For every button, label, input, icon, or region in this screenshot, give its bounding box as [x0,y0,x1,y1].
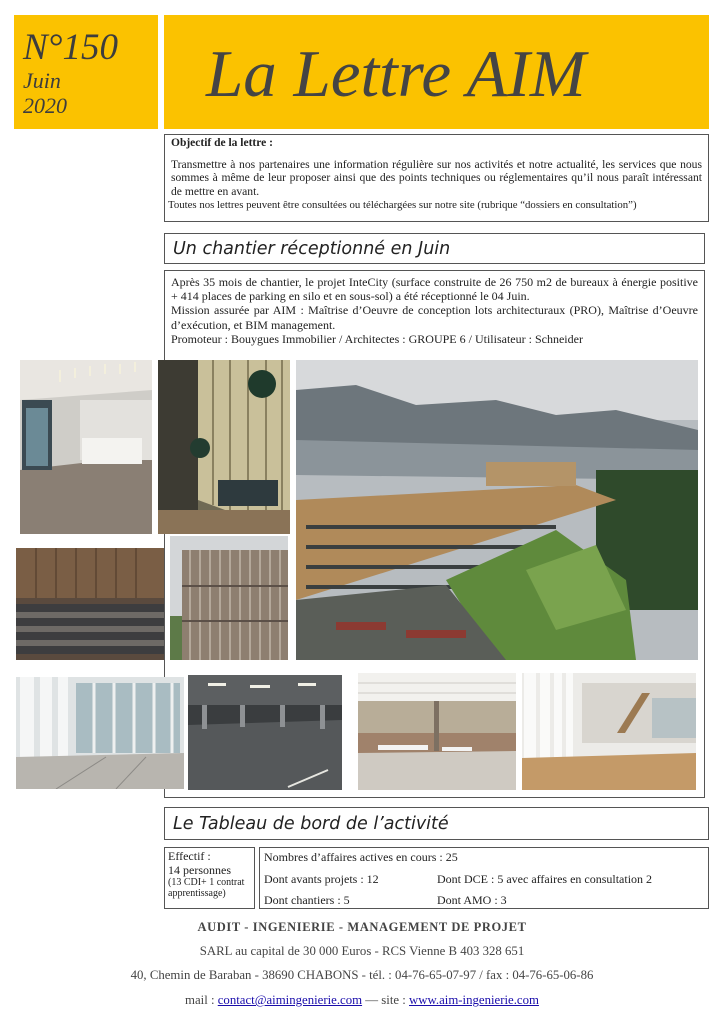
project-paragraph-3: Promoteur : Bouygues Immobilier / Architectes : GROUPE 6 / Utilisateur : Schneider [171,331,583,346]
project-paragraph-1: Après 35 mois de chantier, le projet InteCity (surface construite de 26 750 m2 de bureaux à énergie positive + 414 places de parking en silo et en sous-sol) a été réceptionné le 04 Juin. [171,275,698,304]
footer-email-link[interactable]: contact@aimingenierie.com [217,993,363,1007]
objective-box [164,134,709,222]
photo-underground-parking [188,675,342,790]
stats-box [259,847,709,909]
newsletter-title-box [164,15,709,129]
section-heading-project [164,233,705,264]
photo-open-space [358,673,516,790]
photo-atrium [158,360,290,534]
issue-box [14,15,158,129]
footer-company: SARL au capital de 30 000 Euros - RCS Vienne B 403 328 651 [199,944,525,958]
footer-website-link[interactable]: www.aim-ingenierie.com [409,993,539,1007]
footer-site-separator: — site : [365,993,406,1007]
footer-services: AUDIT - INGENIERIE - MANAGEMENT DE PROJET [197,920,527,934]
photo-glass-corridor [16,677,184,789]
objective-note: Toutes nos lettres peuvent être consultées ou téléchargées sur notre site (rubrique “dossiers en consultation”) [168,199,637,211]
objective-heading: Objectif de la lettre : [171,137,273,149]
staff-box [164,847,255,909]
photo-parking-facade [170,536,288,660]
stat-active-cases: Nombres d’affaires actives en cours : 25 [264,850,458,864]
staff-detail: (13 CDI+ 1 contrat apprentissage) [168,877,245,899]
photo-lobby [20,360,152,534]
photo-staircase [522,673,696,790]
issue-number: N°150 [23,27,118,68]
newsletter-title: La Lettre AIM [206,37,586,111]
photo-auditorium [16,548,164,660]
stat-amo: Dont AMO : 3 [437,893,507,907]
stat-pre-projects: Dont avants projets : 12 [264,872,379,886]
objective-body: Transmettre à nos partenaires une information régulière sur nos activités et notre actualité, les services que nous sommes à même de leur proposer ainsi que des points techniques ou réglementaires qu’il nous paraît intéressant de mettre en avant. [171,157,702,198]
section-heading-dashboard [164,807,709,840]
issue-year: 2020 [23,93,67,118]
photo-campus-aerial [296,360,698,660]
staff-count: 14 personnes [168,863,231,877]
footer-mail-label: mail : [185,993,215,1007]
stat-sites: Dont chantiers : 5 [264,893,350,907]
issue-month: Juin [23,68,61,93]
project-paragraph-2: Mission assurée par AIM : Maîtrise d’Oeuvre de conception lots architecturaux (PRO), Maîtrise d’Oeuvre d’exécution, et BIM management. [171,303,698,332]
footer-address: 40, Chemin de Baraban - 38690 CHABONS - tél. : 04-76-65-07-97 / fax : 04-76-65-06-86 [130,968,594,982]
stat-dce: Dont DCE : 5 avec affaires en consultation 2 [437,872,653,886]
project-text [171,275,698,346]
footer-contact [0,993,724,1008]
staff-label: Effectif : [168,849,211,863]
section-heading-project-text: Un chantier réceptionné en Juin [173,238,451,259]
section-heading-dashboard-text: Le Tableau de bord de l’activité [173,813,449,834]
